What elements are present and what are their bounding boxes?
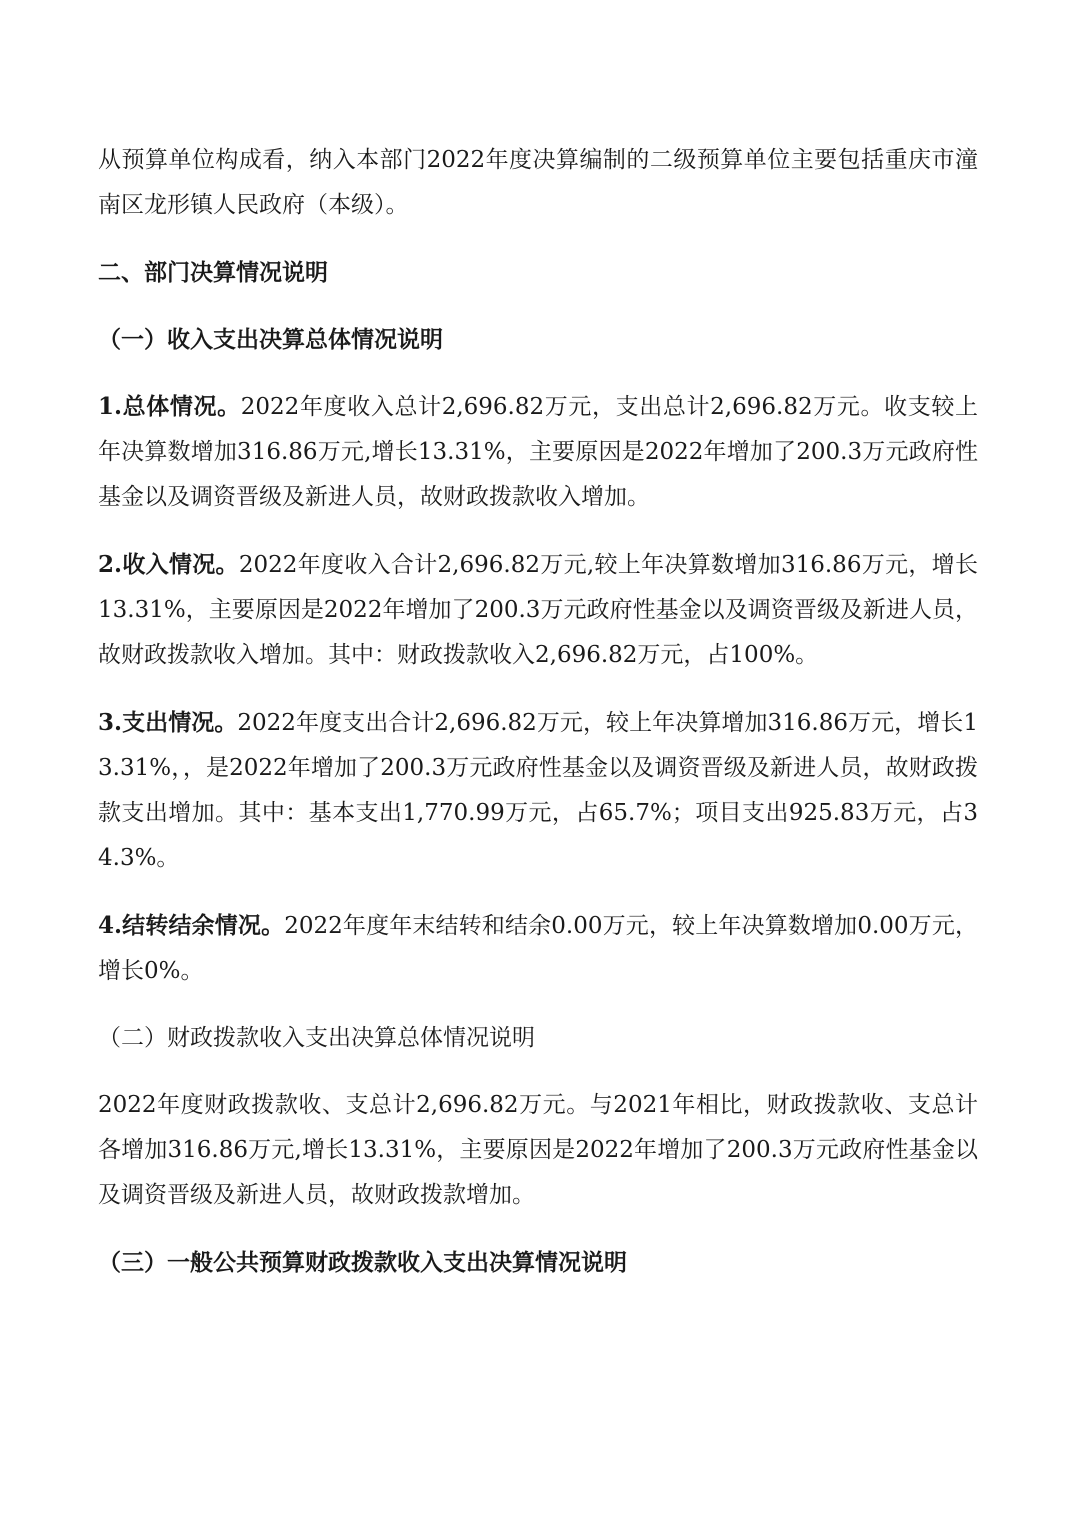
subsection-heading-2: （二）财政拨款收入支出决算总体情况说明 [98, 1025, 535, 1051]
item-lead: 4.结转结余情况。 [98, 912, 285, 939]
section-heading-2: 二、部门决算情况说明 [98, 259, 328, 286]
item-text: 2022年度收入合计2,696.82万元,较上年决算数增加316.86万元，增长13.31%，主要原因是2022年增加了200.3万元政府性基金以及调资晋级及新进人员，故财政拨款收入增加。其中：财政拨款收入2,696.82万元，占100%。 [98, 552, 978, 668]
intro-paragraph: 从预算单位构成看，纳入本部门2022年度决算编制的二级预算单位主要包括重庆市潼南区龙形镇人民政府（本级）。 [98, 147, 978, 218]
subsection-heading-1: （一）收入支出决算总体情况说明 [98, 326, 443, 353]
document-page [98, 138, 978, 1285]
item-text: 2022年度支出合计2,696.82万元，较上年决算增加316.86万元，增长13.31%，，是2022年增加了200.3万元政府性基金以及调资晋级及新进人员，故财政拨款支出增加。其中：基本支出1,770.99万元，占65.7%；项目支出925.83万元，占34.3%。 [98, 710, 978, 871]
fiscal-paragraph: 2022年度财政拨款收、支总计2,696.82万元。与2021年相比，财政拨款收、支总计各增加316.86万元,增长13.31%，主要原因是2022年增加了200.3万元政府性基金以及调资晋级及新进人员，故财政拨款增加。 [98, 1092, 978, 1208]
item-lead: 2.收入情况。 [98, 551, 239, 578]
item-income [98, 542, 978, 678]
item-lead: 3.支出情况。 [98, 709, 238, 736]
item-expenditure [98, 700, 978, 881]
item-text: 2022年度年末结转和结余0.00万元，较上年决算数增加0.00万元，增长0%。 [98, 913, 978, 984]
item-overall [98, 384, 978, 520]
item-lead: 1.总体情况。 [98, 393, 241, 420]
item-text: 2022年度收入总计2,696.82万元，支出总计2,696.82万元。收支较上年决算数增加316.86万元,增长13.31%，主要原因是2022年增加了200.3万元政府性基金以及调资晋级及新进人员，故财政拨款收入增加。 [98, 394, 978, 510]
subsection-heading-3: （三）一般公共预算财政拨款收入支出决算情况说明 [98, 1249, 627, 1276]
item-carryover [98, 903, 978, 994]
